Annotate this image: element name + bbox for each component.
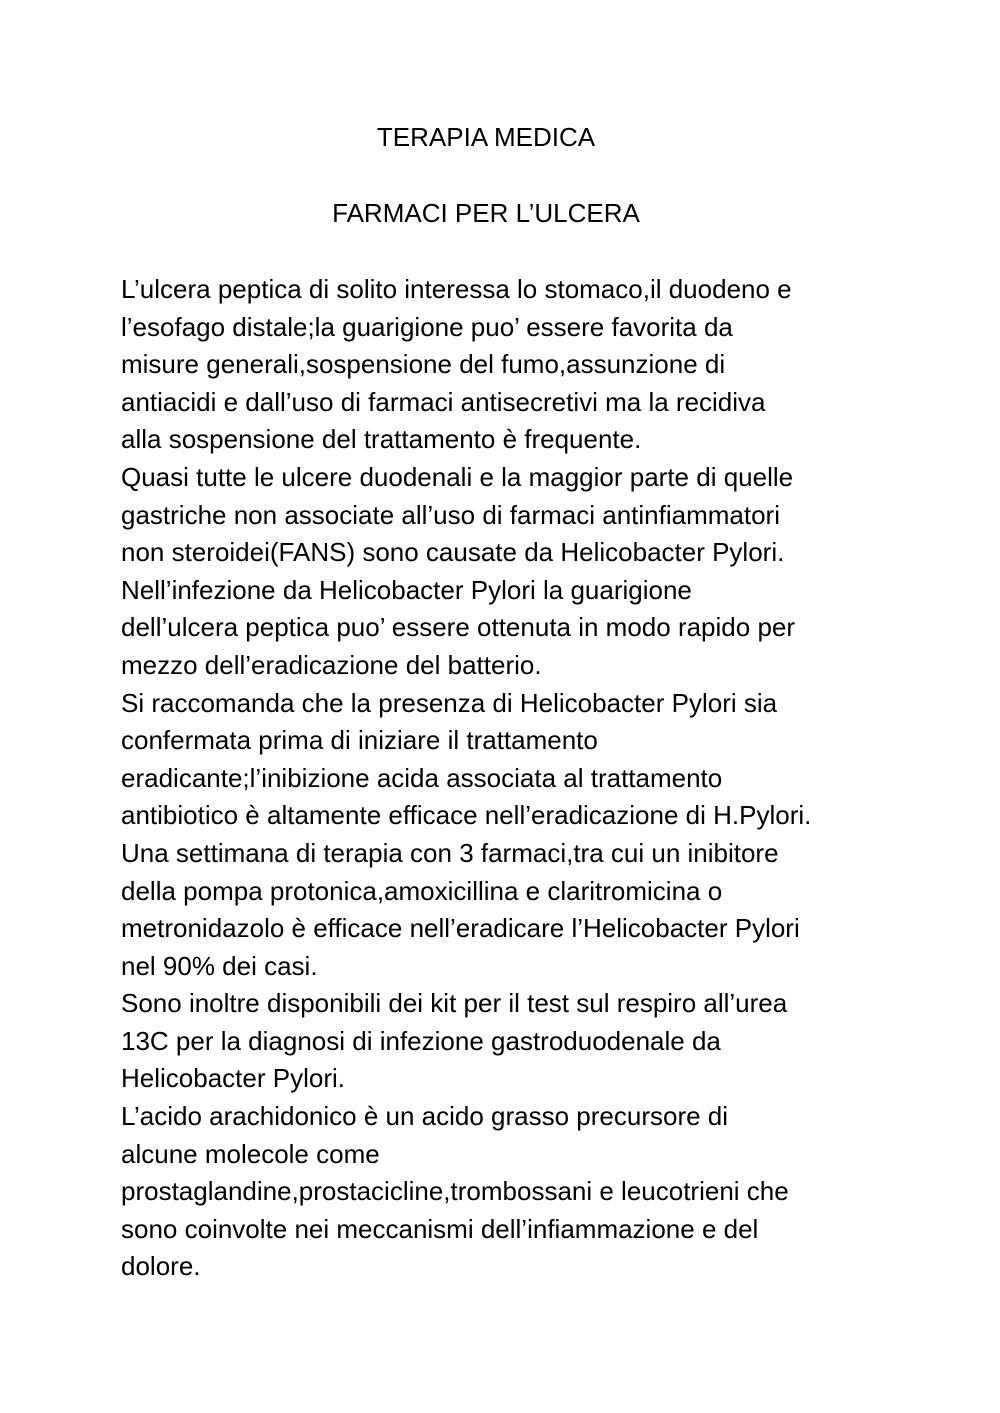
body-line: Una settimana di terapia con 3 farmaci,tra cui un inibitore xyxy=(121,837,779,868)
document-title: TERAPIA MEDICA xyxy=(376,122,596,152)
body-line: L’acido arachidonico è un acido grasso precursore di xyxy=(121,1101,729,1132)
body-line: Helicobacter Pylori. xyxy=(121,1063,345,1094)
body-line: dell’ulcera peptica puo’ essere ottenuta in modo rapido per xyxy=(121,612,796,643)
body-line: prostaglandine,prostacicline,trombossani e leucotrieni che xyxy=(121,1176,789,1207)
body-line: alcune molecole come xyxy=(121,1138,380,1169)
body-line: L’ulcera peptica di solito interessa lo stomaco,il duodeno e xyxy=(121,274,792,304)
body-line: dolore. xyxy=(121,1251,201,1282)
document-subtitle: FARMACI PER L’ULCERA xyxy=(332,198,640,228)
body-line: sono coinvolte nei meccanismi dell’infiammazione e del xyxy=(121,1213,759,1244)
body-line: antiacidi e dall’uso di farmaci antisecretivi ma la recidiva xyxy=(121,386,766,417)
body-line: antibiotico è altamente efficace nell’eradicazione di H.Pylori. xyxy=(121,800,812,831)
body-line: gastriche non associate all’uso di farmaci antinfiammatori xyxy=(121,499,780,530)
body-line: Nell’infezione da Helicobacter Pylori la guarigione xyxy=(121,574,692,605)
body-line: misure generali,sospensione del fumo,assunzione di xyxy=(121,349,726,380)
body-line: Quasi tutte le ulcere duodenali e la maggior parte di quelle xyxy=(121,461,794,492)
body-line: confermata prima di iniziare il trattamento xyxy=(121,725,598,756)
body-line: alla sospensione del trattamento è frequente. xyxy=(121,424,642,455)
body-line: Sono inoltre disponibili dei kit per il test sul respiro all’urea xyxy=(121,988,788,1019)
body-line: della pompa protonica,amoxicillina e claritromicina o xyxy=(121,875,723,906)
document-body xyxy=(121,271,921,1286)
body-line: Si raccomanda che la presenza di Helicobacter Pylori sia xyxy=(121,687,778,718)
body-line: 13C per la diagnosi di infezione gastroduodenale da xyxy=(121,1025,721,1056)
body-line: l’esofago distale;la guarigione puo’ essere favorita da xyxy=(121,311,733,342)
body-line: eradicante;l’inibizione acida associata al trattamento xyxy=(121,762,723,793)
body-line: mezzo dell’eradicazione del batterio. xyxy=(121,649,542,680)
body-line: nel 90% dei casi. xyxy=(121,950,318,981)
body-line: metronidazolo è efficace nell’eradicare l’Helicobacter Pylori xyxy=(121,913,800,944)
body-line: non steroidei(FANS) sono causate da Helicobacter Pylori. xyxy=(121,537,785,568)
